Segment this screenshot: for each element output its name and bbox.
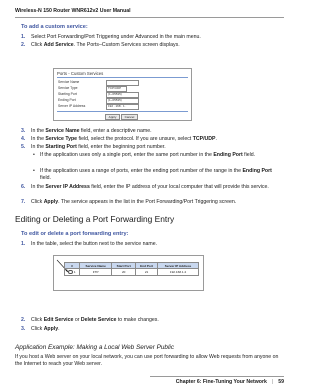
step-number: 5. bbox=[21, 144, 26, 150]
footer-page-number: 59 bbox=[278, 379, 284, 385]
starting-port-label: Starting Port bbox=[58, 92, 77, 96]
header-divider bbox=[15, 17, 284, 18]
step-text: Click Add Service. The Ports–Custom Services screen displays. bbox=[31, 42, 180, 48]
server-ip-label: Server IP Address bbox=[58, 104, 86, 108]
table-cell: 192.168.1.2 bbox=[158, 269, 199, 276]
footer-chapter: Chapter 6: Fine-Tuning Your Network bbox=[175, 379, 267, 385]
screenshot-title: Ports - Custom Services bbox=[57, 71, 104, 76]
step-number: 1. bbox=[21, 34, 26, 40]
custom-services-screenshot bbox=[53, 68, 192, 121]
table-cell: 20 bbox=[112, 269, 136, 276]
server-ip-input[interactable]: 192 . 168 . 1 . bbox=[106, 104, 139, 110]
document-header-title: Wireless-N 150 Router WNR612v2 User Manual bbox=[15, 8, 131, 14]
step-text: In the Starting Port field, enter the beginning port number. bbox=[31, 144, 166, 150]
step-2 bbox=[21, 42, 283, 49]
column-header: Server IP Address bbox=[158, 263, 199, 269]
step-number: 2. bbox=[21, 317, 26, 323]
step-5 bbox=[21, 144, 283, 151]
step-text: Select Port Forwarding/Port Triggering under Advanced in the main menu. bbox=[31, 34, 201, 40]
step-number: 1. bbox=[21, 241, 26, 247]
example-paragraph: If you host a Web server on your local network, you can use port forwarding to allow Web requests from anyone on the Internet to reach your Web server. bbox=[15, 354, 279, 367]
step-number: 4. bbox=[21, 136, 26, 142]
step-number: 7. bbox=[21, 199, 26, 205]
step-text: Click Apply. The service appears in the list in the Port Forwarding/Port Triggering screen. bbox=[31, 199, 237, 205]
footer-divider bbox=[150, 376, 284, 377]
column-header: Service Name bbox=[80, 263, 112, 269]
column-header: End Port bbox=[136, 263, 158, 269]
step-text: Click Edit Service or Delete Service to make changes. bbox=[31, 317, 159, 323]
step-text: In the table, select the button next to the service name. bbox=[31, 241, 158, 247]
step-1 bbox=[21, 34, 283, 41]
bullet-dot: • bbox=[33, 168, 35, 174]
edit-step-1 bbox=[21, 241, 283, 248]
edit-step-3 bbox=[21, 326, 283, 333]
edit-heading: To edit or delete a port forwarding entry: bbox=[21, 231, 129, 237]
screenshot-title-rule bbox=[57, 77, 188, 78]
bullet-dot: • bbox=[33, 152, 35, 158]
bullet-text: If the application uses only a single port, enter the same port number in the Ending Port field. bbox=[40, 152, 256, 158]
ending-port-label: Ending Port bbox=[58, 98, 76, 102]
service-table bbox=[64, 262, 199, 276]
cancel-button[interactable]: Cancel bbox=[121, 114, 138, 121]
table-cell: FTP bbox=[80, 269, 112, 276]
step-number: 2. bbox=[21, 42, 26, 48]
service-table-screenshot bbox=[53, 255, 204, 291]
step-number: 6. bbox=[21, 184, 26, 190]
step-4 bbox=[21, 136, 283, 143]
radio-button-icon[interactable] bbox=[68, 270, 73, 275]
example-title: Application Example: Making a Local Web Server Public bbox=[15, 344, 175, 351]
step-number: 3. bbox=[21, 326, 26, 332]
apply-button[interactable]: Apply bbox=[105, 114, 120, 121]
row-select-cell: 1 bbox=[65, 269, 80, 276]
step-text: In the Service Name field, enter a descriptive name. bbox=[31, 128, 152, 134]
step-3 bbox=[21, 128, 283, 135]
step-7 bbox=[21, 199, 283, 206]
page-footer: Chapter 6: Fine-Tuning Your Network | 59 bbox=[175, 379, 284, 385]
edit-section-title: Editing or Deleting a Port Forwarding Entry bbox=[15, 214, 175, 224]
step-text: In the Service Type field, select the protocol. If you are unsure, select TCP/UDP. bbox=[31, 136, 217, 142]
edit-step-2 bbox=[21, 317, 283, 324]
step-text: Click Apply. bbox=[31, 326, 60, 332]
screenshot-bottom-rule bbox=[57, 111, 188, 112]
column-header: # bbox=[65, 263, 80, 269]
step-number: 3. bbox=[21, 128, 26, 134]
step-6 bbox=[21, 184, 283, 191]
starting-port-input[interactable]: (1~65535) bbox=[106, 92, 139, 98]
service-type-label: Service Type bbox=[58, 86, 78, 90]
service-type-select[interactable]: TCP/UDP bbox=[106, 86, 127, 92]
add-service-heading: To add a custom service: bbox=[21, 24, 88, 30]
bullet-text: If the application uses a range of ports, enter the ending port number of the range in the Ending Port field. bbox=[40, 168, 272, 181]
step-text: In the Server IP Address field, enter the IP address of your local computer that will provide this service. bbox=[31, 184, 269, 190]
column-header: Start Port bbox=[112, 263, 136, 269]
table-cell: 21 bbox=[136, 269, 158, 276]
service-name-input[interactable] bbox=[106, 80, 139, 86]
table-row bbox=[65, 269, 199, 276]
service-name-label: Service Name bbox=[58, 80, 80, 84]
ending-port-input[interactable]: (1~65535) bbox=[106, 98, 139, 104]
